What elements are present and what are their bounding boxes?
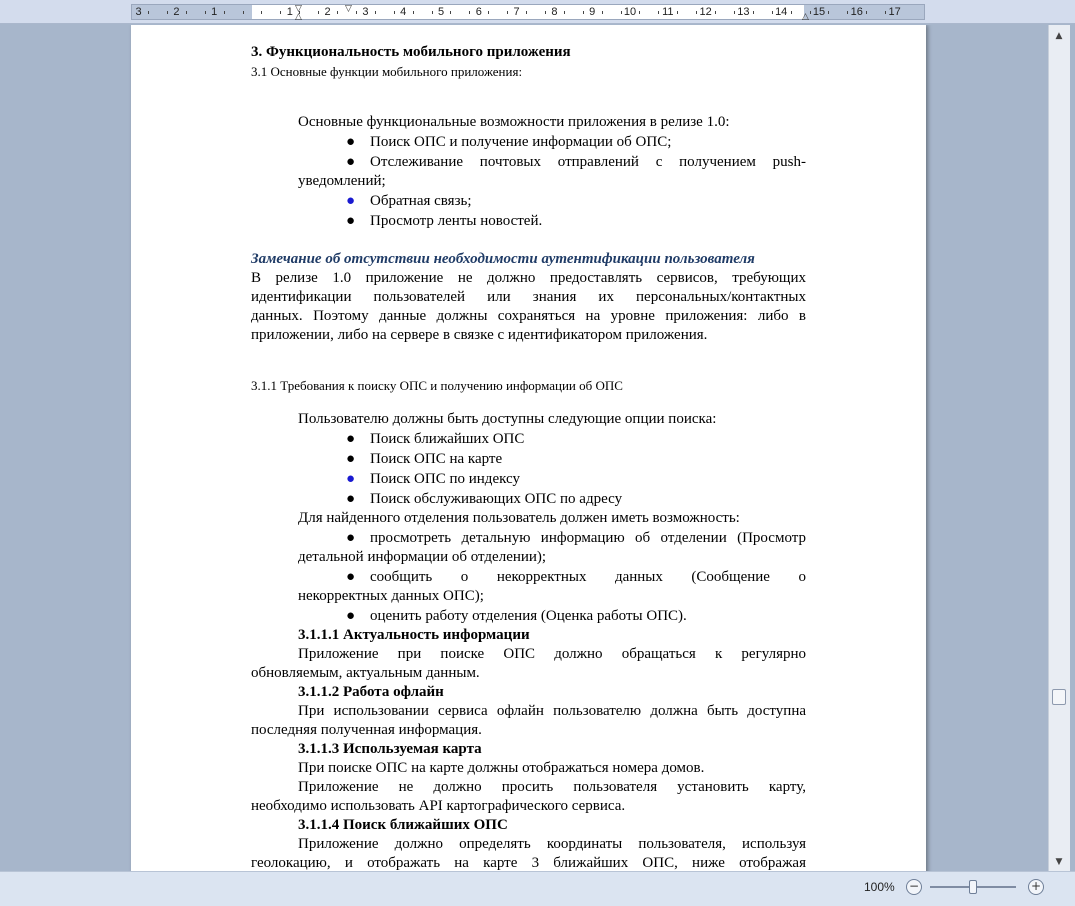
ruler-tick	[318, 11, 319, 14]
ruler-tick	[828, 11, 829, 14]
ruler-tick	[394, 11, 395, 14]
heading-3-1: 3.1 Основные функции мобильного приложения:	[251, 64, 523, 79]
ruler-label: 1	[211, 6, 218, 18]
first-line-indent-marker[interactable]: ▽	[295, 4, 302, 14]
ruler-label: 10	[623, 6, 637, 18]
note-line-1: В релизе 1.0 приложение не должно предоставлять сервисов, требующих	[251, 270, 806, 286]
ruler-tick	[791, 11, 792, 14]
ruler-tick	[148, 11, 149, 14]
ruler-tick	[356, 11, 357, 14]
zoom-level-label[interactable]: 100%	[864, 880, 895, 894]
functions-intro: Основные функциональные возможности приложения в релизе 1.0:	[298, 114, 730, 130]
heading-3-1-1: 3.1.1 Требования к поиску ОПС и получению информации об ОПС	[251, 378, 623, 393]
search-intro: Пользователю должны быть доступны следующие опции поиска:	[298, 411, 717, 427]
scroll-down-icon[interactable]: ▼	[1055, 857, 1063, 867]
function-item-2: Отслеживание почтовых отправлений с получением push-	[370, 154, 806, 170]
ruler-tick	[715, 11, 716, 14]
ruler-tick	[205, 11, 206, 14]
ruler-tick	[734, 11, 735, 14]
ruler-tick	[450, 11, 451, 14]
note-line-3: данных. Поэтому данные должны сохраняться на уровне приложения: либо в	[251, 308, 806, 324]
ruler-label: 5	[437, 6, 445, 18]
search-option-4: Поиск обслуживающих ОПС по адресу	[370, 491, 623, 507]
ruler-label: 13	[737, 6, 750, 18]
office-option-2: сообщить о некорректных данных (Сообщение о	[370, 569, 806, 585]
heading-3-1-1-3: 3.1.1.3 Используемая карта	[298, 741, 482, 757]
ruler-tick	[658, 11, 659, 14]
ruler-tick	[753, 11, 754, 14]
search-option-3: Поиск ОПС по индексу	[370, 471, 520, 487]
document-viewport[interactable]	[0, 25, 1048, 871]
function-item-3: Обратная связь;	[370, 193, 472, 209]
ruler-tick	[526, 11, 527, 14]
vertical-scrollbar[interactable]	[1048, 25, 1070, 871]
ruler-tick	[696, 11, 697, 14]
bullet-icon: ●	[346, 134, 356, 150]
function-item-4: Просмотр ленты новостей.	[370, 213, 543, 229]
ruler-tick	[413, 11, 414, 14]
ruler-tick	[243, 11, 244, 14]
heading-3-1-1-1: 3.1.1.1 Актуальность информации	[298, 627, 530, 643]
ruler-label: 7	[513, 6, 520, 18]
ruler-label: 3	[362, 6, 369, 18]
heading-3-1-1-2: 3.1.1.2 Работа офлайн	[298, 684, 444, 700]
status-bar	[0, 871, 1075, 906]
right-indent-marker[interactable]: △	[802, 12, 809, 22]
para-3-1-1-4-line-2: геолокацию, и отображать на карте 3 ближайших ОПС, ниже отображая	[251, 855, 806, 871]
para-3-1-1-3-line-3: необходимо использовать API картографического сервиса.	[251, 798, 626, 814]
office-option-2-cont: некорректных данных ОПС);	[298, 588, 484, 604]
note-line-4: приложении, либо на сервере в связке с идентификатором приложения.	[251, 327, 708, 343]
function-item-2-cont: уведомлений;	[298, 173, 386, 189]
ruler-tick	[602, 11, 603, 14]
para-3-1-1-1-line-2: обновляемым, актуальным данным.	[251, 665, 480, 681]
bullet-icon: ●	[346, 491, 356, 507]
note-heading: Замечание об отсутствии необходимости аутентификации пользователя	[251, 251, 755, 267]
ruler-tick	[261, 11, 262, 14]
bullet-icon: ●	[346, 471, 356, 487]
ruler-label: 6	[475, 6, 482, 18]
zoom-slider-thumb[interactable]	[969, 880, 977, 894]
bullet-icon: ●	[346, 569, 356, 585]
hanging-indent-marker[interactable]: △	[295, 12, 302, 22]
bullet-icon: ●	[346, 530, 356, 546]
ruler-label: 17	[888, 6, 901, 18]
ruler-label: 9	[589, 6, 596, 18]
ruler-left-margin	[132, 5, 252, 19]
zoom-in-button[interactable]: +	[1028, 879, 1044, 895]
note-line-2: идентификации пользователей или знания их персональных/контактных	[251, 289, 806, 305]
ruler-tick	[772, 11, 773, 14]
bullet-icon: ●	[346, 213, 356, 229]
ruler-label: 8	[551, 6, 558, 18]
ruler-label: 11	[662, 6, 674, 18]
ruler-label: 12	[699, 6, 712, 18]
ruler-tick	[583, 11, 584, 14]
bullet-icon: ●	[346, 451, 356, 467]
ruler-tick	[885, 11, 886, 14]
search-option-1: Поиск ближайших ОПС	[370, 431, 525, 447]
ruler-label: 3	[135, 6, 142, 18]
ruler-tick	[639, 11, 640, 14]
ruler-tick	[432, 11, 433, 14]
ruler-tick	[469, 11, 470, 14]
document-page[interactable]	[131, 25, 926, 871]
para-3-1-1-3-line-1: При поиске ОПС на карте должны отображаться номера домов.	[298, 760, 705, 776]
ruler-tick	[186, 11, 187, 14]
ruler-label: 14	[775, 6, 788, 18]
office-intro: Для найденного отделения пользователь должен иметь возможность:	[298, 510, 740, 526]
ruler-tick	[224, 11, 225, 14]
ruler-tick	[847, 11, 848, 14]
bullet-icon: ●	[346, 608, 356, 624]
ruler-tick	[545, 11, 546, 14]
heading-3-1-1-4: 3.1.1.4 Поиск ближайших ОПС	[298, 817, 508, 833]
ruler-tick	[337, 11, 338, 14]
ruler-tick	[375, 11, 376, 14]
ruler-label: 4	[400, 6, 407, 18]
ruler-tick	[167, 11, 168, 14]
bullet-icon: ●	[346, 431, 356, 447]
scroll-up-icon[interactable]: ▲	[1055, 31, 1063, 41]
ruler-tick	[866, 11, 867, 14]
para-3-1-1-1-line-1: Приложение при поиске ОПС должно обращаться к регулярно	[298, 646, 806, 662]
ruler-tick	[507, 11, 508, 14]
ruler-label: 15	[812, 6, 826, 18]
ruler-label: 1	[286, 6, 293, 18]
para-3-1-1-2-line-2: последняя полученная информация.	[251, 722, 482, 738]
search-option-2: Поиск ОПС на карте	[370, 451, 503, 467]
bullet-icon: ●	[346, 193, 356, 209]
scroll-thumb[interactable]	[1052, 689, 1066, 705]
zoom-out-button[interactable]: −	[906, 879, 922, 895]
ruler-tick	[280, 11, 281, 14]
ruler-tick	[488, 11, 489, 14]
horizontal-ruler[interactable]	[131, 4, 925, 20]
office-option-1-cont: детальной информации об отделении);	[298, 549, 547, 565]
ruler-tick	[564, 11, 565, 14]
ruler-tick	[621, 11, 622, 14]
para-3-1-1-3-line-2: Приложение не должно просить пользователя установить карту,	[298, 779, 806, 795]
heading-3: 3. Функциональность мобильного приложения	[251, 44, 571, 60]
horizontal-ruler-bar	[0, 0, 1075, 24]
office-option-3: оценить работу отделения (Оценка работы ОПС).	[370, 608, 687, 624]
ruler-label: 2	[324, 6, 331, 18]
ruler-label: 16	[850, 6, 863, 18]
ruler-tick	[810, 11, 811, 14]
office-option-1: просмотреть детальную информацию об отделении (Просмотр	[370, 530, 806, 546]
ruler-tick	[677, 11, 678, 14]
para-3-1-1-4-line-1: Приложение должно определять координаты пользователя, используя	[298, 836, 806, 852]
function-item-1: Поиск ОПС и получение информации об ОПС;	[370, 134, 672, 150]
ruler-label: 2	[173, 6, 180, 18]
first-line-indent-marker-2[interactable]: ▽	[345, 4, 352, 14]
bullet-icon: ●	[346, 154, 356, 170]
para-3-1-1-2-line-1: При использовании сервиса офлайн пользователю должна быть доступна	[298, 703, 806, 719]
